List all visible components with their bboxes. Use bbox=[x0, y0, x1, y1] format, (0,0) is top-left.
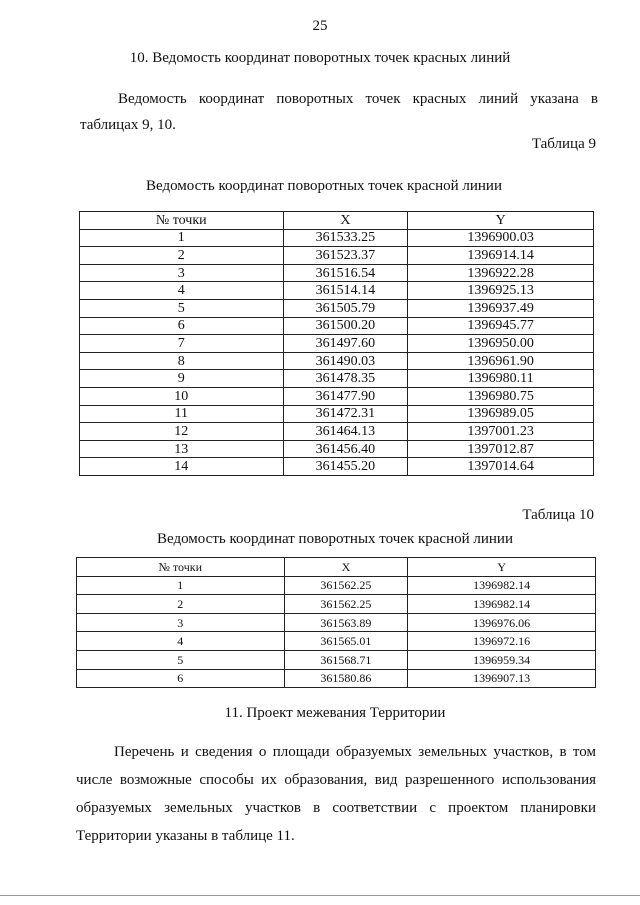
cell-y: 1396959.34 bbox=[408, 650, 596, 669]
cell-y: 1396980.11 bbox=[408, 370, 594, 388]
cell-x: 361464.13 bbox=[283, 423, 408, 441]
table-row bbox=[80, 299, 594, 317]
cell-y: 1396980.75 bbox=[408, 387, 594, 405]
cell-y: 1396937.49 bbox=[408, 299, 594, 317]
cell-x: 361514.14 bbox=[283, 282, 408, 300]
cell-y: 1396982.14 bbox=[408, 595, 596, 614]
table-row bbox=[77, 576, 596, 595]
section-11-paragraph: Перечень и сведения о площади образуемых земельных участков, в том числе возможные способы их образования, вид разрешенного использования образуемых земельных участков в соответствии с проектом планировки Территории указаны в таблице 11. bbox=[76, 744, 596, 844]
cell-y: 1396914.14 bbox=[408, 247, 594, 265]
cell-x: 361455.20 bbox=[283, 458, 408, 476]
cell-y: 1396925.13 bbox=[408, 282, 594, 300]
cell-y: 1396900.03 bbox=[408, 229, 594, 247]
cell-point-number: 6 bbox=[80, 317, 284, 335]
cell-y: 1396961.90 bbox=[408, 352, 594, 370]
cell-point-number: 2 bbox=[80, 247, 284, 265]
table-row bbox=[80, 405, 594, 423]
cell-x: 361523.37 bbox=[283, 247, 408, 265]
cell-point-number: 2 bbox=[77, 595, 285, 614]
table-9 bbox=[79, 211, 594, 476]
cell-y: 1396989.05 bbox=[408, 405, 594, 423]
cell-y: 1396976.06 bbox=[408, 613, 596, 632]
cell-y: 1396982.14 bbox=[408, 576, 596, 595]
table-row bbox=[80, 370, 594, 388]
table-row bbox=[80, 264, 594, 282]
cell-point-number: 13 bbox=[80, 440, 284, 458]
table-header-row bbox=[77, 558, 596, 577]
cell-x: 361497.60 bbox=[283, 335, 408, 353]
cell-point-number: 6 bbox=[77, 669, 285, 688]
cell-point-number: 3 bbox=[80, 264, 284, 282]
table-row bbox=[80, 440, 594, 458]
cell-y: 1397014.64 bbox=[408, 458, 594, 476]
cell-point-number: 5 bbox=[80, 299, 284, 317]
table-row bbox=[80, 352, 594, 370]
cell-point-number: 12 bbox=[80, 423, 284, 441]
section-11-heading: 11. Проект межевания Территории bbox=[224, 705, 446, 721]
header-y: Y bbox=[408, 212, 594, 230]
header-point: № точки bbox=[80, 212, 284, 230]
table-row bbox=[80, 247, 594, 265]
cell-x: 361563.89 bbox=[284, 613, 408, 632]
cell-x: 361568.71 bbox=[284, 650, 408, 669]
cell-x: 361565.01 bbox=[284, 632, 408, 651]
table-row bbox=[80, 387, 594, 405]
cell-point-number: 5 bbox=[77, 650, 285, 669]
header-x: X bbox=[284, 558, 408, 577]
table-10-label: Таблица 10 bbox=[522, 507, 594, 523]
cell-x: 361478.35 bbox=[283, 370, 408, 388]
header-x: X bbox=[283, 212, 408, 230]
cell-point-number: 3 bbox=[77, 613, 285, 632]
cell-x: 361562.25 bbox=[284, 576, 408, 595]
table-9-label: Таблица 9 bbox=[531, 136, 596, 152]
cell-point-number: 4 bbox=[77, 632, 285, 651]
cell-x: 361516.54 bbox=[283, 264, 408, 282]
section-10-heading: 10. Ведомость координат поворотных точек красных линий bbox=[129, 50, 511, 66]
cell-x: 361580.86 bbox=[284, 669, 408, 688]
cell-point-number: 4 bbox=[80, 282, 284, 300]
table-row bbox=[77, 613, 596, 632]
table-row bbox=[77, 650, 596, 669]
cell-x: 361456.40 bbox=[283, 440, 408, 458]
table-row bbox=[80, 282, 594, 300]
cell-x: 361490.03 bbox=[283, 352, 408, 370]
header-y: Y bbox=[408, 558, 596, 577]
table-row bbox=[80, 317, 594, 335]
cell-point-number: 11 bbox=[80, 405, 284, 423]
cell-y: 1396972.16 bbox=[408, 632, 596, 651]
table-row bbox=[77, 669, 596, 688]
table-10-title: Ведомость координат поворотных точек красной линии bbox=[156, 531, 513, 547]
cell-x: 361500.20 bbox=[283, 317, 408, 335]
cell-point-number: 9 bbox=[80, 370, 284, 388]
cell-x: 361533.25 bbox=[283, 229, 408, 247]
section-10-paragraph: Ведомость координат поворотных точек красных линий указана в таблицах 9, 10. bbox=[80, 91, 598, 133]
page-bottom-rule bbox=[0, 895, 640, 896]
cell-y: 1396945.77 bbox=[408, 317, 594, 335]
cell-y: 1396907.13 bbox=[408, 669, 596, 688]
cell-point-number: 1 bbox=[77, 576, 285, 595]
table-row bbox=[80, 229, 594, 247]
cell-point-number: 10 bbox=[80, 387, 284, 405]
table-header-row bbox=[80, 212, 594, 230]
table-10 bbox=[76, 557, 596, 688]
cell-x: 361562.25 bbox=[284, 595, 408, 614]
cell-y: 1396922.28 bbox=[408, 264, 594, 282]
table-row bbox=[80, 423, 594, 441]
header-point: № точки bbox=[77, 558, 285, 577]
cell-y: 1397001.23 bbox=[408, 423, 594, 441]
cell-y: 1397012.87 bbox=[408, 440, 594, 458]
cell-x: 361472.31 bbox=[283, 405, 408, 423]
table-9-title: Ведомость координат поворотных точек красной линии bbox=[145, 178, 502, 194]
table-row bbox=[80, 458, 594, 476]
cell-y: 1396950.00 bbox=[408, 335, 594, 353]
cell-x: 361505.79 bbox=[283, 299, 408, 317]
cell-point-number: 8 bbox=[80, 352, 284, 370]
cell-point-number: 14 bbox=[80, 458, 284, 476]
cell-point-number: 1 bbox=[80, 229, 284, 247]
table-row bbox=[80, 335, 594, 353]
cell-point-number: 7 bbox=[80, 335, 284, 353]
table-row bbox=[77, 595, 596, 614]
table-row bbox=[77, 632, 596, 651]
cell-x: 361477.90 bbox=[283, 387, 408, 405]
page-number: 25 bbox=[312, 18, 328, 34]
